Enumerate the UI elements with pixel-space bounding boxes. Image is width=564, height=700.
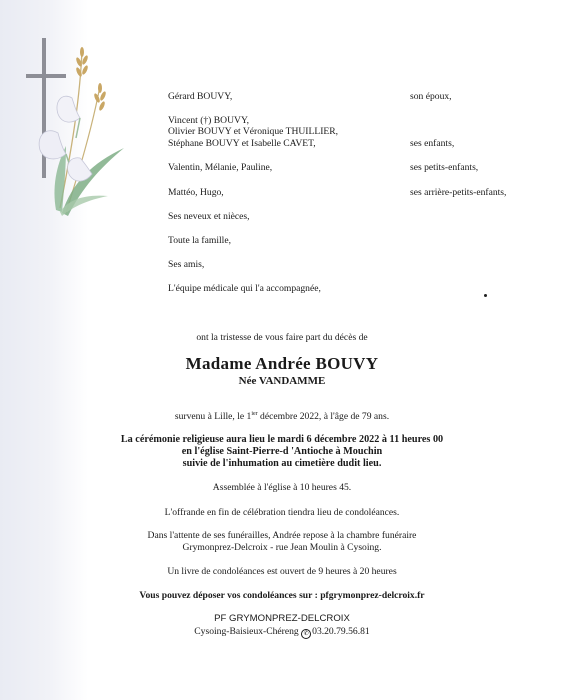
- ceremony-line: La cérémonie religieuse aura lieu le mardi 6 décembre 2022 à 11 heures 00: [120, 434, 444, 445]
- family-relation: ses petits-enfants,: [410, 162, 479, 173]
- offering-text: L'offrande en fin de célébration tiendra lieu de condoléances.: [164, 507, 400, 518]
- family-name: Toute la famille,: [168, 235, 231, 246]
- deceased-name: Madame Andrée BOUVY: [185, 354, 379, 373]
- ink-dot: [484, 294, 487, 297]
- ceremony-line: en l'église Saint-Pierre-d 'Antioche à Mouchin: [181, 446, 383, 457]
- condolences-link[interactable]: pfgrymonprez-delcroix.fr: [320, 590, 425, 601]
- condolences-text: Vous pouvez déposer vos condoléances sur : pfgrymonprez-delcroix.fr: [139, 590, 425, 601]
- funeral-home-contact: Cysoing-Baisieux-Chéreng ✆ 03.20.79.56.81: [194, 626, 370, 637]
- ceremony-line: suivie de l'inhumation au cimetière dudit lieu.: [182, 458, 382, 469]
- family-name: L'équipe médicale qui l'a accompagnée,: [168, 283, 321, 294]
- rest-line: Grymonprez-Delcroix - rue Jean Moulin à Cysoing.: [182, 542, 382, 553]
- family-name: Olivier BOUVY et Véronique THUILLIER,: [168, 126, 339, 137]
- family-relation: ses enfants,: [410, 138, 455, 149]
- family-name: Gérard BOUVY,: [168, 91, 233, 102]
- family-name: Valentin, Mélanie, Pauline,: [168, 162, 273, 173]
- family-name: Mattéo, Hugo,: [168, 187, 224, 198]
- announcement-text: ont la tristesse de vous faire part du décès de: [196, 332, 368, 343]
- phone-icon: ✆: [301, 629, 311, 639]
- family-name: Stéphane BOUVY et Isabelle CAVET,: [168, 138, 316, 149]
- funeral-home-name: PF GRYMONPREZ-DELCROIX: [214, 613, 350, 624]
- family-name: Vincent (†) BOUVY,: [168, 115, 250, 126]
- death-details: survenu à Lille, le $1^{ier}$ décembre 2022, à l'âge de 79 ans.: [174, 411, 390, 422]
- family-relation: son époux,: [410, 91, 452, 102]
- cross-lily-illustration: [22, 38, 132, 223]
- family-name: Ses amis,: [168, 259, 205, 270]
- family-relation: ses arrière-petits-enfants,: [410, 187, 507, 198]
- rest-line: Dans l'attente de ses funérailles, Andrée repose à la chambre funéraire: [147, 530, 417, 541]
- assembly-text: Assemblée à l'église à 10 heures 45.: [212, 482, 352, 493]
- birth-name: Née VANDAMME: [238, 375, 326, 387]
- cross-horizontal: [26, 74, 66, 78]
- family-name: Ses neveux et nièces,: [168, 211, 250, 222]
- register-text: Un livre de condoléances est ouvert de 9 heures à 20 heures: [167, 566, 397, 577]
